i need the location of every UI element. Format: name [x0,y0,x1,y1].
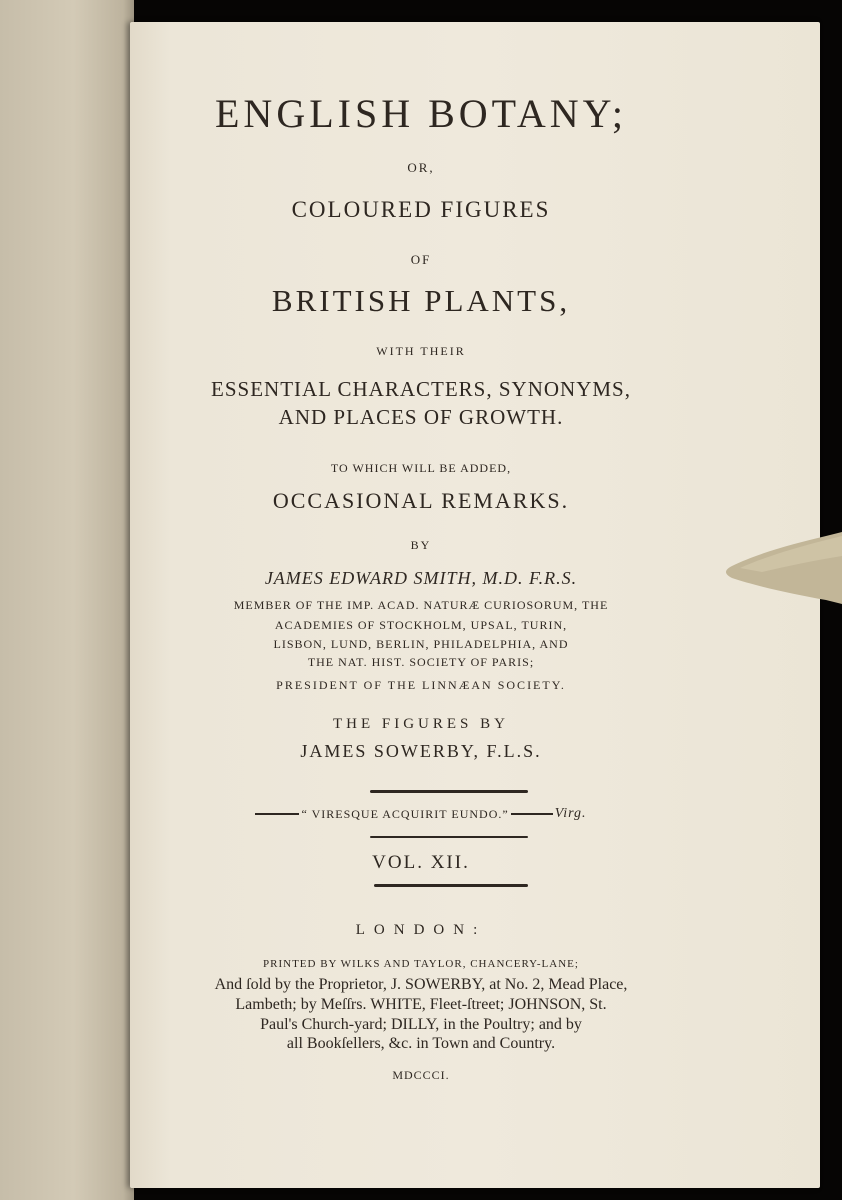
to-which-added-line: TO WHICH WILL BE ADDED, [330,461,512,475]
seller-line: And ſold by the Proprietor, J. SOWERBY, at No. 2, Mead Place, [214,976,628,993]
british-plants-line: BRITISH PLANTS, [271,283,571,318]
of-line: OF [410,252,432,267]
or-line: OR, [407,160,435,175]
member-line: LISBON, LUND, BERLIN, PHILADELPHIA, AND [273,637,569,651]
motto-text: “ VIRESQUE ACQUIRIT EUNDO.” [301,806,509,821]
seller-line: Lambeth; by Meſſrs. WHITE, Fleet-ſtreet; JOHNSON, St. [235,996,607,1013]
by-line: BY [410,538,432,552]
ornamental-rule-top [370,790,528,793]
motto-dash-right [511,813,553,815]
figures-by-line: THE FIGURES BY [332,716,509,732]
ornamental-rule-middle [370,836,528,838]
member-line: THE NAT. HIST. SOCIETY OF PARIS; [307,655,535,669]
publication-date: MDCCCI. [392,1068,450,1082]
president-line: PRESIDENT OF THE LINNÆAN SOCIETY. [276,678,566,692]
main-title: ENGLISH BOTANY; [215,91,627,136]
coloured-figures-line: COLOURED FIGURES [291,197,551,222]
member-line: ACADEMIES OF STOCKHOLM, UPSAL, TURIN, [274,618,568,632]
motto-dash-left [255,813,299,815]
imprint-city: LONDON: [355,922,487,938]
author-name: JAMES EDWARD SMITH, M.D. F.R.S. [264,568,578,588]
member-line: MEMBER OF THE IMP. ACAD. NATURÆ CURIOSORUM, THE [233,598,609,612]
essential-characters-line: ESSENTIAL CHARACTERS, SYNONYMS, [211,377,631,401]
places-of-growth-line: AND PLACES OF GROWTH. [278,405,564,429]
motto-source: Virg. [554,806,587,821]
ornamental-rule-bottom [374,884,528,887]
seller-line: Paul's Church-yard; DILLY, in the Poultry; and by [260,1016,582,1033]
illustrator-name: JAMES SOWERBY, F.L.S. [300,741,542,761]
motto [0,806,842,822]
occasional-remarks-line: OCCASIONAL REMARKS. [272,488,570,513]
volume-number: VOL. XII. [372,852,470,873]
printer-line: PRINTED BY WILKS AND TAYLOR, CHANCERY-LANE; [263,958,579,970]
seller-line: all Bookſellers, &c. in Town and Country. [286,1035,556,1052]
with-their-line: WITH THEIR [376,344,466,358]
